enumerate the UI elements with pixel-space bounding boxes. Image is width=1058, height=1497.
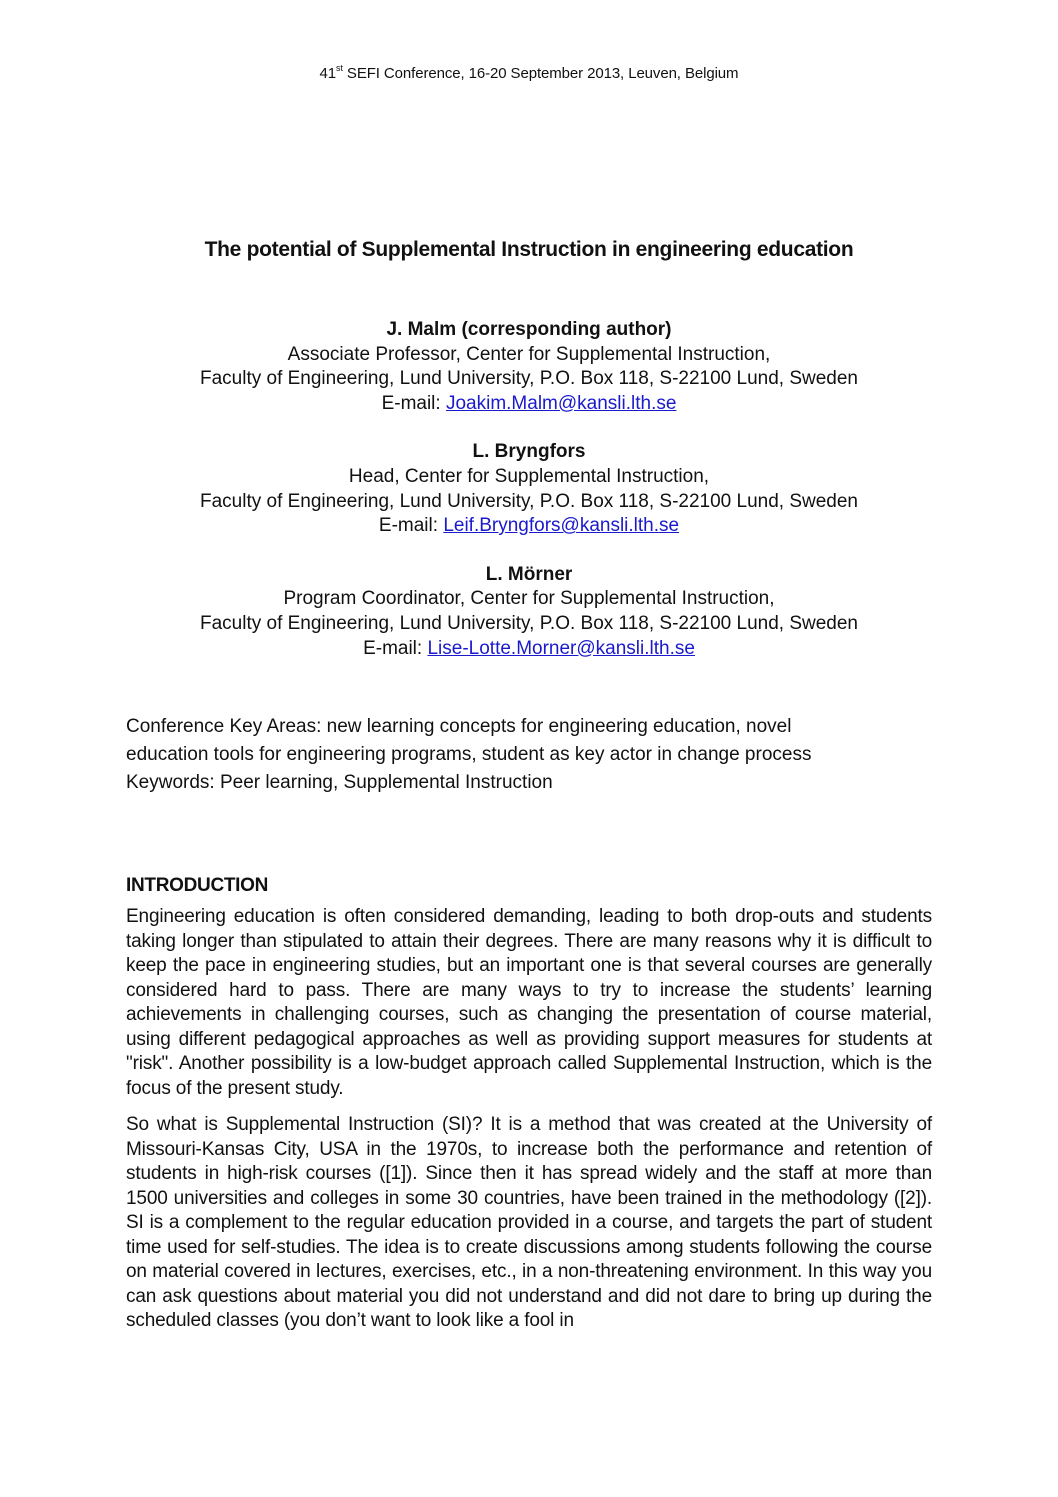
author-email-line [0, 637, 1058, 662]
author-role: Associate Professor, Center for Supplemental Instruction, [287, 343, 771, 365]
author-email-link[interactable]: Leif.Bryngfors@kansli.lth.se [443, 515, 680, 537]
body-paragraph: So what is Supplemental Instruction (SI)? It is a method that was created at the University of Missouri-Kansas City, USA in the 1970s, to increase both the performance and retention of students in high-risk courses ([1]). Since then it has spread widely and the staff at more than 1500 universities and colleges in some 30 countries, have been trained in the methodology ([2]). SI is a complement to the regular education provided in a course, and targets the part of student time used for self-studies. The idea is to create discussions among students following the course on material covered in lectures, exercises, etc., in a non-threatening environment. In this way you can ask questions about material you did not understand and did not dare to bring up during the scheduled classes (you don’t want to look like a fool in [126, 1114, 932, 1331]
header-conference-text: SEFI Conference, 16-20 September 2013, Leuven, Belgium [342, 65, 739, 82]
introduction-section [126, 875, 932, 1346]
author-affiliation: Faculty of Engineering, Lund University, P.O. Box 118, S-22100 Lund, Sweden [199, 490, 858, 512]
author-name: L. Bryngfors [472, 441, 586, 463]
header-ordinal-suffix: st [336, 63, 343, 73]
author-block [0, 318, 1058, 685]
email-prefix: E-mail: [363, 637, 428, 659]
section-heading: INTRODUCTION [126, 875, 269, 896]
paper-title: The potential of Supplemental Instruction in engineering education [204, 238, 854, 261]
author-email-line [0, 514, 1058, 539]
author-email-link[interactable]: Joakim.Malm@kansli.lth.se [445, 392, 677, 414]
author-role: Program Coordinator, Center for Supplemental Instruction, [283, 588, 775, 610]
author-email-line [0, 392, 1058, 417]
author-email-link[interactable]: Lise-Lotte.Morner@kansli.lth.se [427, 637, 695, 659]
keywords-line: Keywords: Peer learning, Supplemental Instruction [126, 772, 553, 793]
author-name: J. Malm (corresponding author) [386, 319, 672, 340]
email-prefix: E-mail: [378, 515, 444, 537]
author-role: Head, Center for Supplemental Instruction, [348, 465, 710, 487]
body-paragraph: Engineering education is often considered demanding, leading to both drop-outs and students taking longer than stipulated to attain their degrees. There are many reasons why it is difficult to keep the pace in engineering studies, but an important one is that several courses are generally considered hard to pass. There are many ways to try to increase the students’ learning achievements in challenging courses, such as changing the presentation of course material, using different pedagogical approaches as well as providing support measures for students at "risk". Another possibility is a low-budget approach called Supplemental Instruction, which is the focus of the present study. [126, 906, 932, 1099]
author-affiliation: Faculty of Engineering, Lund University, P.O. Box 118, S-22100 Lund, Sweden [199, 612, 858, 634]
key-areas-block [126, 713, 926, 797]
author-name: L. Mörner [485, 563, 573, 585]
header-edition-number: 41 [319, 65, 337, 82]
email-prefix: E-mail: [381, 392, 446, 414]
author-entry [0, 563, 1058, 661]
author-entry [0, 440, 1058, 538]
key-areas-line: Conference Key Areas: new learning concepts for engineering education, novel [126, 716, 792, 737]
key-areas-line: education tools for engineering programs, student as key actor in change process [126, 744, 812, 765]
running-header [0, 63, 1058, 82]
author-affiliation: Faculty of Engineering, Lund University, P.O. Box 118, S-22100 Lund, Sweden [199, 368, 858, 390]
author-entry [0, 318, 1058, 416]
